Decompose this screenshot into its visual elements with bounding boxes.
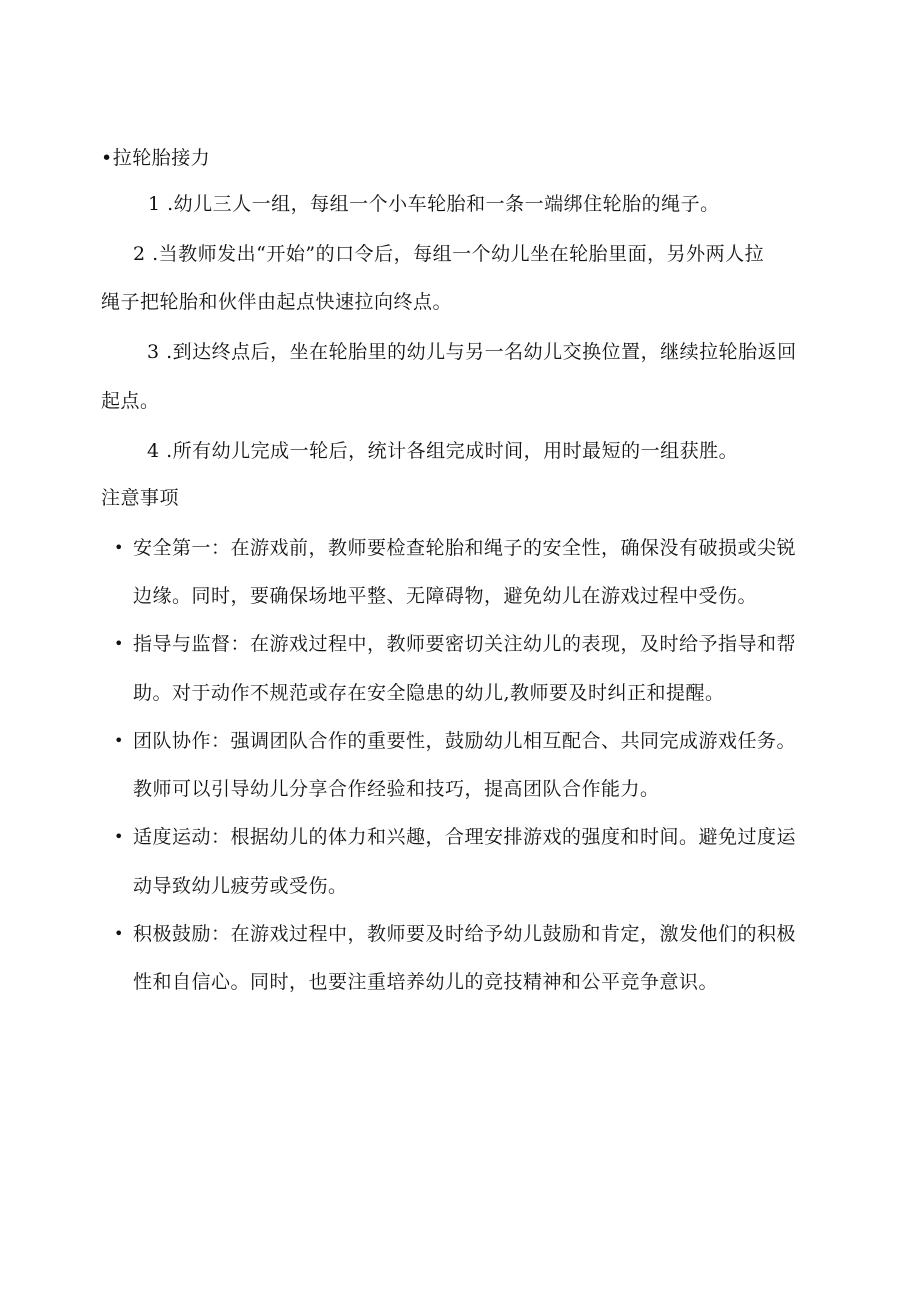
note-4-line-2: 动导致幼儿疲劳或受伤。 — [133, 875, 348, 897]
step-2-line-1: 2 .当教师发出“开始”的口令后，每组一个幼儿坐在轮胎里面，另外两人拉 — [133, 243, 765, 265]
note-3-line-2: 教师可以引导幼儿分享合作经验和技巧，提高团队合作能力。 — [133, 778, 660, 800]
note-1-line-1: 安全第一：在游戏前，教师要检查轮胎和绳子的安全性，确保没有破损或尖锐 — [133, 537, 797, 559]
note-5-line-1: 积极鼓励：在游戏过程中，教师要及时给予幼儿鼓励和肯定，激发他们的积极 — [133, 923, 797, 945]
step-2-line-2: 绳子把轮胎和伙伴由起点快速拉向终点。 — [101, 291, 453, 313]
step-3-line-1: 3 .到达终点后，坐在轮胎里的幼儿与另一名幼儿交换位置，继续拉轮胎返回 — [147, 341, 797, 363]
bullet-icon: • — [114, 634, 124, 653]
notes-heading: 注意事项 — [101, 487, 180, 509]
bullet-icon: • — [114, 827, 124, 846]
bullet-icon: • — [114, 538, 124, 557]
step-1: 1 .幼儿三人一组，每组一个小车轮胎和一条一端绑住轮胎的绳子。 — [148, 193, 720, 215]
section-title: •拉轮胎接力 — [101, 147, 211, 169]
note-2-line-1: 指导与监督：在游戏过程中，教师要密切关注幼儿的表现，及时给予指导和帮 — [133, 633, 797, 655]
note-2-line-2: 助。对于动作不规范或存在安全隐患的幼儿,教师要及时纠正和提醒。 — [133, 682, 725, 704]
note-4-line-1: 适度运动：根据幼儿的体力和兴趣，合理安排游戏的强度和时间。避免过度运 — [133, 826, 797, 848]
note-1-line-2: 边缘。同时，要确保场地平整、无障碍物，避免幼儿在游戏过程中受伤。 — [133, 585, 758, 607]
bullet-icon: • — [114, 924, 124, 943]
note-3-line-1: 团队协作：强调团队合作的重要性，鼓励幼儿相互配合、共同完成游戏任务。 — [133, 730, 797, 752]
step-4: 4 .所有幼儿完成一轮后，统计各组完成时间，用时最短的一组获胜。 — [147, 440, 739, 462]
bullet-icon: • — [114, 731, 124, 750]
note-5-line-2: 性和自信心。同时，也要注重培养幼儿的竞技精神和公平竞争意识。 — [133, 971, 719, 993]
step-3-line-2: 起点。 — [101, 390, 160, 412]
